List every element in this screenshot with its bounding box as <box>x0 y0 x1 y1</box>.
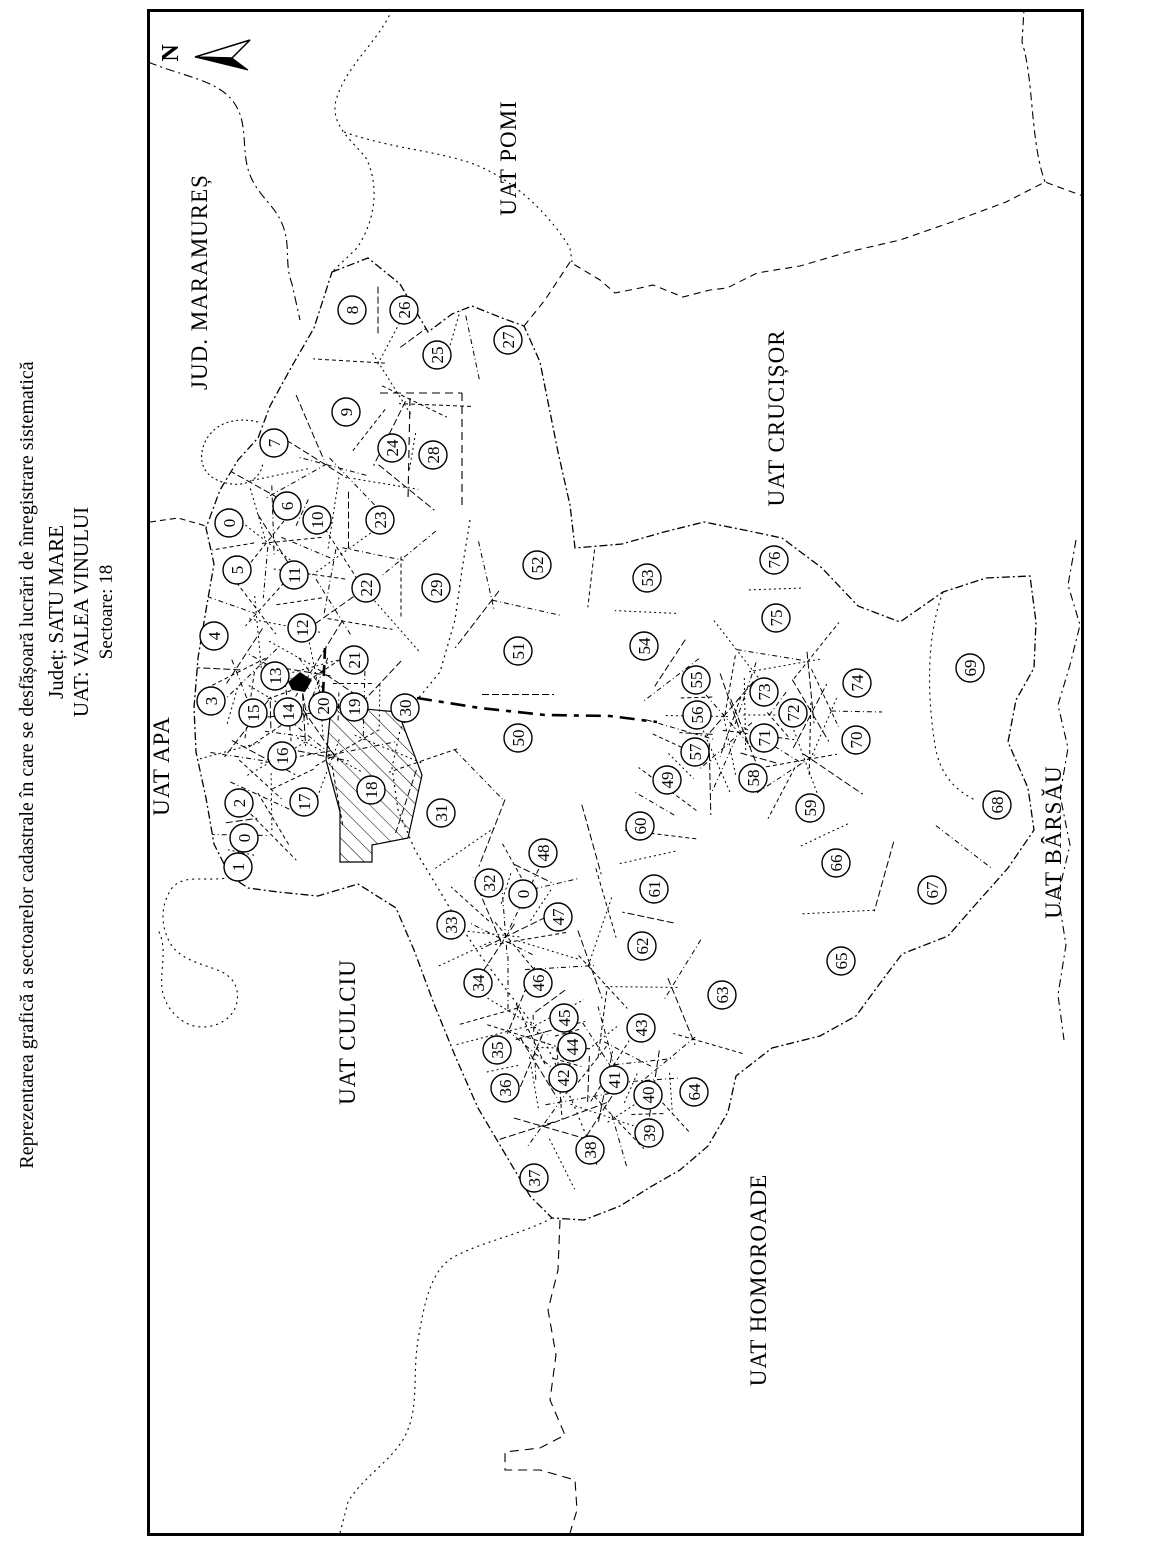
sector-boundary <box>265 731 305 736</box>
sector-number: 38 <box>581 1141 600 1159</box>
sector-number: 34 <box>469 974 488 992</box>
sector-marker <box>280 561 308 589</box>
sector-marker <box>683 701 711 729</box>
sector-boundary <box>606 987 678 988</box>
sector-marker <box>680 1078 708 1106</box>
main-road <box>417 698 657 722</box>
sector-number: 1 <box>229 862 248 872</box>
sector-marker <box>558 1033 586 1061</box>
neighbor-label-uat-homoroade: UAT HOMOROADE <box>746 1173 771 1387</box>
sector-marker <box>419 441 447 469</box>
neighbor-label-uat-pomi: UAT POMI <box>496 100 521 216</box>
sector-boundary <box>768 767 795 818</box>
sector-marker <box>475 869 503 897</box>
sector-boundary <box>582 805 601 874</box>
sector-marker <box>779 699 807 727</box>
north-label: N <box>158 44 184 62</box>
sector-boundary <box>281 537 331 558</box>
sector-marker <box>338 296 366 324</box>
exterior-boundaries <box>148 10 1083 1533</box>
sector-marker <box>634 1081 662 1109</box>
sector-boundary <box>183 667 242 670</box>
sector-number: 54 <box>635 637 654 655</box>
sector-number: 33 <box>442 916 461 934</box>
title-block <box>16 361 117 1168</box>
road-segment <box>323 648 325 695</box>
sector-number: 24 <box>383 439 402 457</box>
sector-boundary <box>615 611 676 614</box>
sector-boundary <box>342 548 403 561</box>
sector-marker <box>918 876 946 904</box>
sector-marker <box>628 932 656 960</box>
sector-number: 53 <box>638 569 657 587</box>
map-frame <box>149 11 1083 1535</box>
sector-boundary <box>379 465 435 510</box>
sector-number: 37 <box>525 1169 544 1187</box>
sector-boundary <box>466 316 480 380</box>
sector-boundary <box>707 682 754 737</box>
sector-marker <box>827 947 855 975</box>
builtup-area <box>288 672 312 692</box>
boundary-maramures-top <box>332 10 392 272</box>
sector-marker <box>274 698 302 726</box>
sector-number: 55 <box>687 671 706 689</box>
sector-number: 65 <box>832 952 851 970</box>
sector-number: 6 <box>278 501 297 511</box>
sector-number: 31 <box>432 804 451 822</box>
sector-marker <box>224 853 252 881</box>
sector-number: 52 <box>528 556 547 574</box>
sector-number: 17 <box>295 793 314 811</box>
sector-number: 28 <box>424 446 443 464</box>
sector-marker <box>529 839 557 867</box>
sector-marker <box>340 646 368 674</box>
sector-boundary <box>596 868 616 937</box>
map-uat: UAT: VALEA VINULUI <box>69 506 93 718</box>
sector-boundary <box>227 688 238 726</box>
sector-number: 19 <box>345 698 364 716</box>
sector-number: 21 <box>345 651 364 669</box>
sector-boundary <box>271 773 272 832</box>
sector-marker <box>682 666 710 694</box>
sector-boundary <box>270 697 271 729</box>
sector-boundary <box>571 1104 634 1126</box>
sector-markers <box>197 296 1011 1192</box>
sector-marker <box>760 546 788 574</box>
sector-boundary <box>485 1122 554 1144</box>
sector-number: 30 <box>396 699 415 717</box>
sector-number: 22 <box>357 579 376 597</box>
north-arrow-icon <box>158 40 250 70</box>
sector-marker <box>983 791 1011 819</box>
sector-boundary <box>409 433 415 470</box>
sector-marker <box>390 296 418 324</box>
sector-marker <box>357 776 385 804</box>
boundary-maramures-pomi <box>344 132 572 262</box>
sector-boundary <box>258 793 290 847</box>
sector-boundary <box>455 591 499 648</box>
sector-number: 5 <box>228 565 247 575</box>
sector-marker <box>197 687 225 715</box>
sector-number: 57 <box>686 743 705 761</box>
sector-marker <box>427 799 455 827</box>
sector-mesh <box>183 287 993 1190</box>
sector-marker <box>288 614 316 642</box>
sector-number: 69 <box>961 659 980 677</box>
sector-boundary <box>264 464 327 499</box>
sector-marker <box>464 969 492 997</box>
sector-boundary <box>744 678 745 750</box>
boundary-maramures-left <box>148 62 300 320</box>
sector-boundary <box>382 386 447 417</box>
sector-number: 66 <box>827 854 846 872</box>
sector-marker <box>630 632 658 660</box>
sector-marker <box>524 969 552 997</box>
sector-number: 18 <box>362 781 381 799</box>
sector-boundary <box>655 640 686 687</box>
sector-number: 8 <box>343 305 362 315</box>
sector-marker <box>520 1164 548 1192</box>
sector-marker <box>708 981 736 1009</box>
map-title: Reprezentarea grafică a sectoarelor cadastrale în care se desfășoară lucrări de înregistrare sistematică <box>16 361 38 1169</box>
sector-number: 45 <box>555 1009 574 1027</box>
sector-boundary <box>454 750 504 802</box>
sector-marker <box>332 398 360 426</box>
sector-marker <box>504 637 532 665</box>
sector-number: 13 <box>266 667 285 685</box>
sector-marker <box>225 789 253 817</box>
sector-number: 48 <box>534 844 553 862</box>
sector-marker <box>261 662 289 690</box>
sector-boundary <box>720 673 741 733</box>
sector-boundary <box>549 1139 574 1189</box>
sector-marker <box>366 506 394 534</box>
sector-boundary <box>286 440 347 478</box>
sector-boundary <box>578 931 602 999</box>
sector-marker <box>762 604 790 632</box>
sector-number: 11 <box>285 566 304 584</box>
sector-number: 29 <box>427 579 446 597</box>
sector-boundary <box>220 465 283 500</box>
sector-marker <box>750 724 778 752</box>
sector-marker <box>273 492 301 520</box>
sector-boundary <box>371 597 419 651</box>
sector-boundary <box>619 851 676 864</box>
sector-boundary <box>714 621 758 678</box>
sector-boundary <box>518 941 577 959</box>
sector-number: 63 <box>713 986 732 1004</box>
sector-number: 50 <box>509 729 528 747</box>
sector-boundary <box>794 622 839 678</box>
sector-marker <box>576 1136 604 1164</box>
sector-number: 60 <box>631 817 650 835</box>
sector-boundary <box>324 549 336 614</box>
sector-marker <box>494 326 522 354</box>
sector-marker <box>544 903 572 931</box>
sector-marker <box>600 1066 628 1094</box>
boundary-homoroade-steps <box>505 1220 577 1533</box>
sector-marker <box>378 434 406 462</box>
sector-number: 58 <box>744 769 763 787</box>
neighbor-label-uat-crucisor: UAT CRUCIȘOR <box>764 329 789 507</box>
sector-boundary <box>812 698 836 755</box>
sector-boundary <box>514 1118 583 1138</box>
sector-number: 62 <box>633 937 652 955</box>
sector-boundary <box>749 659 820 672</box>
sector-number: 72 <box>784 704 803 722</box>
sector-marker <box>483 1036 511 1064</box>
sector-boundary <box>663 940 701 1001</box>
sector-marker <box>750 678 778 706</box>
sector-boundary <box>502 885 507 957</box>
sector-boundary <box>330 458 380 510</box>
boundary-pomi-crucisor <box>524 182 1083 326</box>
sector-number: 4 <box>205 631 224 641</box>
sector-boundary <box>706 695 753 749</box>
sector-boundary <box>372 353 410 414</box>
sector-boundary <box>468 922 532 954</box>
sector-number: 43 <box>632 1019 651 1037</box>
sector-boundary <box>492 600 562 616</box>
sector-marker <box>340 693 368 721</box>
sector-number: 0 <box>235 833 254 843</box>
sector-marker <box>843 669 871 697</box>
sector-number: 59 <box>801 799 820 817</box>
sector-boundary <box>226 818 257 823</box>
sector-boundary <box>737 650 804 661</box>
sector-boundary <box>598 1007 615 1069</box>
sector-marker <box>822 849 850 877</box>
sector-number: 44 <box>563 1038 582 1056</box>
sector-boundary <box>438 942 490 966</box>
sector-boundary <box>313 359 385 363</box>
sector-marker <box>549 1064 577 1092</box>
boundary-apa-left <box>150 518 206 526</box>
boundary-culciu-blob <box>158 876 237 1027</box>
sector-number: 39 <box>640 1124 659 1142</box>
sector-number: 73 <box>755 683 774 701</box>
sector-boundary <box>316 579 352 637</box>
sector-boundary <box>588 898 611 966</box>
sector-marker <box>956 654 984 682</box>
sector-number: 32 <box>480 874 499 892</box>
sector-marker <box>230 824 258 852</box>
boundary-pomi-corner <box>1022 10 1045 182</box>
sector-boundary <box>936 826 993 870</box>
sector-boundary <box>479 541 495 611</box>
sector-boundary <box>874 842 893 911</box>
sector-marker <box>309 692 337 720</box>
sector-boundary <box>274 598 322 605</box>
sector-marker <box>303 506 331 534</box>
sector-number: 15 <box>244 704 263 722</box>
sector-marker <box>550 1004 578 1032</box>
sector-marker <box>239 699 267 727</box>
sector-number: 3 <box>202 696 221 706</box>
sector-number: 0 <box>220 518 239 528</box>
sector-marker <box>352 574 380 602</box>
sector-marker <box>260 429 288 457</box>
map-sector-count: Sectoare: 18 <box>96 564 117 660</box>
sector-number: 46 <box>529 974 548 992</box>
sector-number: 40 <box>639 1086 658 1104</box>
sector-marker <box>653 766 681 794</box>
sector-marker <box>290 788 318 816</box>
sector-boundary <box>741 753 777 763</box>
sector-marker <box>391 694 419 722</box>
sector-number: 67 <box>923 881 942 899</box>
sector-number: 64 <box>685 1083 704 1101</box>
sector-boundary <box>380 531 436 577</box>
sector-number: 36 <box>496 1079 515 1097</box>
sector-number: 23 <box>371 511 390 529</box>
sector-number: 2 <box>230 798 249 808</box>
sector-marker <box>491 1074 519 1102</box>
sector-boundary <box>263 547 268 598</box>
neighbor-label-uat-apa: UAT APA <box>149 716 174 816</box>
sector-marker <box>635 1119 663 1147</box>
sector-number: 26 <box>395 301 414 319</box>
sector-boundary <box>803 910 875 914</box>
sector-marker <box>796 794 824 822</box>
sector-boundary <box>296 395 324 460</box>
sector-boundary <box>725 655 736 716</box>
neighbor-label-jud-maramures: JUD. MARAMUREȘ <box>187 174 212 390</box>
sector-marker <box>509 880 537 908</box>
sector-boundary <box>749 588 801 590</box>
map-county: Județ: SATU MARE <box>44 525 68 699</box>
lobe-69-boundary <box>930 592 975 800</box>
sector-boundary <box>272 769 313 789</box>
sector-number: 51 <box>509 642 528 660</box>
sector-boundary <box>479 800 505 867</box>
sector-number: 20 <box>314 697 333 715</box>
sector-marker <box>681 738 709 766</box>
sector-boundary <box>809 703 811 775</box>
sector-boundary <box>328 619 393 630</box>
sector-number: 76 <box>765 551 784 569</box>
sector-boundary <box>803 754 863 794</box>
sector-number: 10 <box>308 511 327 529</box>
sector-marker <box>504 724 532 752</box>
sector-boundary <box>668 978 695 1045</box>
sector-boundary <box>723 714 736 776</box>
sector-number: 74 <box>848 674 867 692</box>
sector-number: 14 <box>279 703 298 721</box>
sector-number: 0 <box>514 889 533 899</box>
sector-number: 75 <box>767 609 786 627</box>
sector-marker <box>215 509 243 537</box>
sector-marker <box>422 574 450 602</box>
sector-number: 47 <box>549 908 568 926</box>
sector-number: 41 <box>605 1071 624 1089</box>
sector-number: 61 <box>645 880 664 898</box>
boundary-apa-loop <box>202 420 263 484</box>
sector-marker <box>437 911 465 939</box>
sector-boundary <box>807 652 814 724</box>
neighbor-label-uat-barsau: UAT BÂRSĂU <box>1041 765 1066 919</box>
sector-number: 71 <box>755 729 774 747</box>
neighbor-label-uat-culciu: UAT CULCIU <box>335 959 360 1105</box>
sector-number: 27 <box>499 331 518 349</box>
sector-boundary <box>517 1034 542 1093</box>
sector-number: 25 <box>428 346 447 364</box>
sector-number: 7 <box>265 438 284 448</box>
sector-number: 56 <box>688 706 707 724</box>
sector-boundary <box>798 824 848 847</box>
sector-number: 9 <box>337 407 356 417</box>
sector-boundary <box>640 1037 695 1083</box>
sector-marker <box>633 564 661 592</box>
sector-boundary <box>831 711 882 712</box>
sector-boundary <box>631 1114 665 1115</box>
sector-number: 35 <box>488 1041 507 1059</box>
sector-number: 42 <box>554 1069 573 1087</box>
sector-marker <box>640 875 668 903</box>
sector-boundary <box>766 754 837 767</box>
sector-marker <box>626 812 654 840</box>
sector-boundary <box>588 1056 590 1102</box>
sector-boundary <box>212 543 254 550</box>
sector-boundary <box>520 1037 557 1097</box>
boundary-culciu-homoroade <box>340 1218 552 1533</box>
sector-boundary <box>484 1065 518 1072</box>
sector-marker <box>268 742 296 770</box>
sector-number: 49 <box>658 771 677 789</box>
sector-marker <box>627 1014 655 1042</box>
sector-boundary <box>673 1034 742 1054</box>
sector-boundary <box>232 577 276 634</box>
sector-marker <box>423 341 451 369</box>
sector-marker <box>200 622 228 650</box>
sector-boundary <box>622 912 673 923</box>
sector-marker <box>523 551 551 579</box>
sector-marker <box>842 726 870 754</box>
sector-number: 68 <box>988 796 1007 814</box>
sector-number: 70 <box>847 731 866 749</box>
sector-boundary <box>457 1008 517 1025</box>
sector-marker <box>223 556 251 584</box>
sector-number: 12 <box>293 619 312 637</box>
sector-number: 16 <box>273 747 292 765</box>
sector-boundary <box>579 956 628 1009</box>
sector-marker <box>739 764 767 792</box>
